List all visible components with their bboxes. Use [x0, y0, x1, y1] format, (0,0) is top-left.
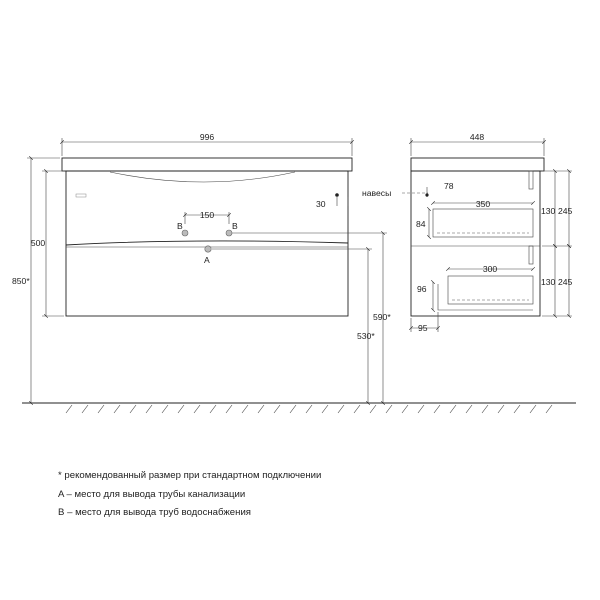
dim-lower-245: 245: [558, 277, 573, 287]
dim-lower-130: 130: [541, 277, 556, 287]
drain-icon: [205, 246, 211, 252]
countertop-side: [411, 158, 544, 171]
label-b-right: B: [232, 221, 238, 231]
note-b: B – место для вывода труб водоснабжения: [58, 507, 251, 518]
dim-84: 84: [416, 219, 426, 229]
note-a: A – место для вывода трубы канализации: [58, 488, 246, 500]
note-recommended: * рекомендованный размер при стандартном подключении: [58, 470, 322, 481]
dim-hinge-offset: 30: [316, 199, 326, 209]
dim-96: 96: [417, 284, 427, 294]
dim-95: 95: [418, 323, 428, 333]
dim-upper-245: 245: [558, 206, 573, 216]
basin-curve: [110, 172, 295, 182]
dim-total-height: 850*: [12, 276, 30, 286]
lower-drawer: [448, 276, 533, 304]
dim-width-front: 996: [199, 132, 215, 142]
legend-notes: [58, 467, 321, 523]
logo-tag: [76, 194, 86, 197]
label-a: A: [204, 255, 210, 265]
side-view: [411, 132, 573, 333]
hinges-label: навесы: [362, 188, 392, 198]
floor-hatching: [66, 405, 552, 413]
hinge-dot-icon: [335, 193, 339, 197]
water-supply-left-icon: [182, 230, 188, 236]
drawer-split: [66, 241, 348, 245]
dim-depth: 448: [469, 132, 485, 142]
dim-body-height: 500: [30, 238, 46, 248]
cabinet-body-side: [411, 171, 540, 316]
dim-78: 78: [444, 181, 454, 191]
dim-300: 300: [482, 264, 498, 274]
dim-590: 590*: [373, 312, 391, 322]
floor: [22, 403, 576, 413]
dim-530: 530*: [357, 331, 375, 341]
front-view: [12, 132, 428, 403]
cabinet-body-front: [66, 171, 348, 316]
dim-b-spacing: 150: [199, 210, 215, 220]
dim-upper-130: 130: [541, 206, 556, 216]
countertop-front: [62, 158, 352, 171]
dim-350: 350: [475, 199, 491, 209]
label-b-left: B: [177, 221, 183, 231]
